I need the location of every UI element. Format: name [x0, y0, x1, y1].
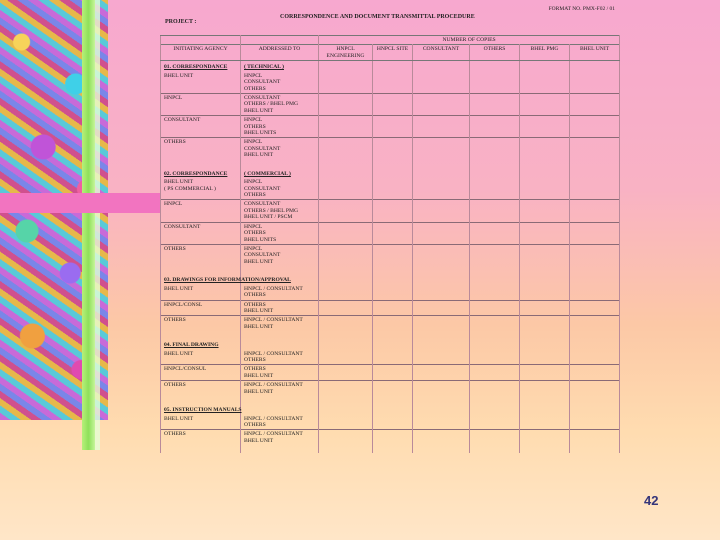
- empty-cell: [520, 339, 570, 349]
- initiating-agency-cell: HNPCL: [161, 93, 241, 115]
- copies-cell: [470, 300, 520, 316]
- initiating-agency-cell: CONSULTANT: [161, 222, 241, 244]
- copies-cell: [470, 285, 520, 300]
- empty-cell: [373, 404, 413, 414]
- empty-cell: [470, 404, 520, 414]
- copies-cell: [470, 178, 520, 200]
- copies-cell: [413, 285, 470, 300]
- initiating-agency-cell: CONSULTANT: [161, 116, 241, 138]
- copies-cell: [413, 381, 470, 396]
- initiating-agency-cell: BHEL UNIT: [161, 285, 241, 300]
- copies-cell: [373, 285, 413, 300]
- addressed-to-cell: OTHERS BHEL UNIT: [241, 300, 319, 316]
- copies-cell: [373, 138, 413, 160]
- copies-cell: [373, 300, 413, 316]
- copies-cell: [520, 381, 570, 396]
- copies-cell: [319, 430, 373, 445]
- copies-cell: [470, 200, 520, 222]
- table-row: [161, 381, 620, 396]
- empty-cell: [319, 404, 373, 414]
- copies-cell: [373, 178, 413, 200]
- section-header-row: [161, 168, 620, 178]
- section-title: 01. CORRESPONDANCE: [161, 61, 241, 72]
- copies-cell: [470, 430, 520, 445]
- copies-cell: [520, 285, 570, 300]
- copies-cell: [319, 116, 373, 138]
- empty-cell: [570, 61, 620, 72]
- copies-cell: [373, 72, 413, 94]
- initiating-agency-cell: HNPCL/CONSL: [161, 300, 241, 316]
- copies-cell: [373, 116, 413, 138]
- copies-cell: [470, 316, 520, 331]
- copies-cell: [570, 178, 620, 200]
- copies-cell: [570, 93, 620, 115]
- spacer-row: [161, 160, 620, 168]
- copies-cell: [470, 244, 520, 266]
- empty-cell: [470, 168, 520, 178]
- copies-cell: [319, 244, 373, 266]
- project-label: PROJECT :: [165, 19, 197, 25]
- copies-cell: [413, 72, 470, 94]
- empty-cell: [373, 168, 413, 178]
- table-row: [161, 350, 620, 365]
- copies-cell: [570, 285, 620, 300]
- copies-cell: [470, 93, 520, 115]
- table-row: [161, 116, 620, 138]
- copies-cell: [319, 381, 373, 396]
- addressed-to-cell: HNPCL CONSULTANT BHEL UNIT: [241, 138, 319, 160]
- empty-cell: [413, 404, 470, 414]
- copies-cell: [520, 430, 570, 445]
- addressed-to-cell: OTHERS BHEL UNIT: [241, 365, 319, 381]
- empty-cell: [570, 274, 620, 284]
- copies-cell: [470, 72, 520, 94]
- copies-cell: [413, 222, 470, 244]
- empty-cell: [373, 61, 413, 72]
- table-row: [161, 138, 620, 160]
- copies-cell: [319, 200, 373, 222]
- empty-cell: [520, 404, 570, 414]
- copies-cell: [520, 415, 570, 430]
- initiating-agency-cell: OTHERS: [161, 138, 241, 160]
- column-header: BHEL UNIT: [570, 45, 620, 61]
- copies-cell: [570, 381, 620, 396]
- empty-cell: [570, 339, 620, 349]
- table-row: [161, 300, 620, 316]
- copies-cell: [373, 200, 413, 222]
- copies-cell: [413, 430, 470, 445]
- copies-cell: [319, 285, 373, 300]
- green-accent-bar: [82, 0, 95, 450]
- copies-cell: [520, 178, 570, 200]
- copies-cell: [470, 381, 520, 396]
- addressed-to-cell: CONSULTANT OTHERS / BHEL PMG BHEL UNIT / PSCM: [241, 200, 319, 222]
- table-row: [161, 430, 620, 445]
- spacer-row: [161, 266, 620, 274]
- copies-cell: [373, 222, 413, 244]
- copies-cell: [373, 381, 413, 396]
- initiating-agency-cell: BHEL UNIT: [161, 72, 241, 94]
- table-row: [161, 365, 620, 381]
- addressed-to-cell: HNPCL / CONSULTANT OTHERS: [241, 415, 319, 430]
- empty-cell: [413, 274, 470, 284]
- copies-cell: [319, 365, 373, 381]
- empty-cell: [470, 61, 520, 72]
- copies-cell: [470, 116, 520, 138]
- copies-cell: [570, 365, 620, 381]
- copies-cell: [413, 93, 470, 115]
- empty-cell: [570, 168, 620, 178]
- copies-cell: [319, 93, 373, 115]
- column-header: HNPCL ENGINEERING: [319, 45, 373, 61]
- copies-cell: [373, 415, 413, 430]
- addressed-to-cell: HNPCL / CONSULTANT BHEL UNIT: [241, 316, 319, 331]
- copies-cell: [520, 300, 570, 316]
- copies-cell: [520, 116, 570, 138]
- table-row: [161, 178, 620, 200]
- copies-cell: [570, 200, 620, 222]
- addressed-to-cell: HNPCL OTHERS BHEL UNITS: [241, 222, 319, 244]
- copies-cell: [570, 72, 620, 94]
- copies-cell: [470, 365, 520, 381]
- addressed-to-cell: HNPCL / CONSULTANT BHEL UNIT: [241, 381, 319, 396]
- copies-cell: [413, 178, 470, 200]
- column-header: CONSULTANT: [413, 45, 470, 61]
- copies-cell: [373, 365, 413, 381]
- addressed-to-cell: HNPCL CONSULTANT OTHERS: [241, 178, 319, 200]
- copies-cell: [319, 300, 373, 316]
- initiating-agency-cell: OTHERS: [161, 244, 241, 266]
- table-row: [161, 200, 620, 222]
- copies-cell: [413, 300, 470, 316]
- copies-cell: [319, 178, 373, 200]
- copies-cell: [413, 200, 470, 222]
- spacer-row: [161, 331, 620, 339]
- table-row: [161, 415, 620, 430]
- empty-cell: [470, 274, 520, 284]
- copies-cell: [520, 365, 570, 381]
- initiating-agency-cell: OTHERS: [161, 316, 241, 331]
- column-header: HNPCL SITE: [373, 45, 413, 61]
- copies-cell: [520, 316, 570, 331]
- copies-cell: [520, 222, 570, 244]
- copies-cell: [520, 138, 570, 160]
- copies-cell: [373, 350, 413, 365]
- table-row: [161, 244, 620, 266]
- copies-header: NUMBER OF COPIES: [319, 36, 620, 45]
- empty-cell: [570, 404, 620, 414]
- section-header-row: [161, 404, 620, 414]
- copies-cell: [413, 316, 470, 331]
- addressed-to-cell: HNPCL / CONSULTANT OTHERS: [241, 285, 319, 300]
- addressed-to-cell: HNPCL OTHERS BHEL UNITS: [241, 116, 319, 138]
- section-title: 02. CORRESPONDANCE: [161, 168, 241, 178]
- document-header: [160, 3, 619, 35]
- addressed-to-cell: HNPCL CONSULTANT OTHERS: [241, 72, 319, 94]
- section-title: 04. FINAL DRAWING: [161, 339, 241, 349]
- copies-cell: [413, 244, 470, 266]
- copies-cell: [373, 316, 413, 331]
- copies-cell: [570, 138, 620, 160]
- copies-cell: [570, 300, 620, 316]
- copies-cell: [520, 350, 570, 365]
- copies-cell: [520, 72, 570, 94]
- copies-cell: [570, 350, 620, 365]
- copies-cell: [319, 415, 373, 430]
- spacer-row: [161, 445, 620, 453]
- copies-cell: [570, 430, 620, 445]
- initiating-agency-cell: OTHERS: [161, 430, 241, 445]
- empty-cell: [413, 339, 470, 349]
- copies-cell: [413, 138, 470, 160]
- copies-cell: [319, 72, 373, 94]
- empty-cell: [319, 339, 373, 349]
- copies-cell: [570, 415, 620, 430]
- copies-cell: [570, 316, 620, 331]
- copies-cell: [319, 316, 373, 331]
- table-row: [161, 285, 620, 300]
- section-title: 03. DRAWINGS FOR INFORMATION/APPROVAL: [161, 274, 241, 284]
- section-header-row: [161, 274, 620, 284]
- section-subtitle: ( TECHNICAL ): [241, 61, 319, 72]
- format-number: FORMAT NO. PMX-F02 / 01: [548, 6, 615, 12]
- empty-cell: [319, 61, 373, 72]
- section-header-row: [161, 61, 620, 72]
- spacer-row: [161, 396, 620, 404]
- green-accent-highlight: [95, 0, 100, 450]
- copies-cell: [319, 222, 373, 244]
- section-subtitle: ( COMMERCIAL ): [241, 168, 319, 178]
- copies-cell: [470, 222, 520, 244]
- empty-cell: [373, 274, 413, 284]
- copies-cell: [570, 244, 620, 266]
- empty-cell: [413, 168, 470, 178]
- table-row: [161, 72, 620, 94]
- initiating-agency-cell: OTHERS: [161, 381, 241, 396]
- document-title: CORRESPONDENCE AND DOCUMENT TRANSMITTAL PROCEDURE: [280, 14, 475, 20]
- column-header: OTHERS: [470, 45, 520, 61]
- addressed-to-cell: CONSULTANT OTHERS / BHEL PMG BHEL UNIT: [241, 93, 319, 115]
- copies-cell: [319, 138, 373, 160]
- empty-cell: [520, 274, 570, 284]
- addressed-to-cell: HNPCL / CONSULTANT BHEL UNIT: [241, 430, 319, 445]
- copies-cell: [520, 93, 570, 115]
- table-row: [161, 93, 620, 115]
- empty-cell: [520, 168, 570, 178]
- copies-cell: [570, 222, 620, 244]
- initiating-agency-cell: HNPCL/CONSUL: [161, 365, 241, 381]
- section-title: 05. INSTRUCTION MANUALS: [161, 404, 241, 414]
- copies-cell: [319, 350, 373, 365]
- copies-cell: [413, 350, 470, 365]
- empty-cell: [470, 339, 520, 349]
- initiating-agency-cell: BHEL UNIT: [161, 350, 241, 365]
- page-number: 42: [644, 493, 659, 508]
- empty-cell: [319, 168, 373, 178]
- table-row: [161, 316, 620, 331]
- section-header-row: [161, 339, 620, 349]
- addressed-to-cell: HNPCL CONSULTANT BHEL UNIT: [241, 244, 319, 266]
- copies-cell: [520, 244, 570, 266]
- copies-cell: [373, 244, 413, 266]
- empty-cell: [520, 61, 570, 72]
- copies-cell: [413, 365, 470, 381]
- column-header: INITIATING AGENCY: [161, 45, 241, 61]
- section-subtitle: [241, 404, 319, 414]
- column-header: ADDRESSED TO: [241, 45, 319, 61]
- copies-cell: [413, 415, 470, 430]
- transmittal-document: [160, 3, 619, 537]
- copies-cell: [373, 430, 413, 445]
- empty-cell: [319, 274, 373, 284]
- column-header: BHEL PMG: [520, 45, 570, 61]
- copies-cell: [373, 93, 413, 115]
- copies-cell: [413, 116, 470, 138]
- copies-cell: [470, 415, 520, 430]
- section-subtitle: [241, 339, 319, 349]
- empty-cell: [413, 61, 470, 72]
- initiating-agency-cell: BHEL UNIT: [161, 415, 241, 430]
- table-row: [161, 222, 620, 244]
- copies-cell: [470, 138, 520, 160]
- initiating-agency-cell: BHEL UNIT ( PS COMMERCIAL ): [161, 178, 241, 200]
- copies-cell: [470, 350, 520, 365]
- transmittal-table: [160, 35, 620, 453]
- initiating-agency-cell: HNPCL: [161, 200, 241, 222]
- copies-cell: [570, 116, 620, 138]
- empty-cell: [373, 339, 413, 349]
- pink-accent-band: [0, 193, 160, 213]
- copies-cell: [520, 200, 570, 222]
- addressed-to-cell: HNPCL / CONSULTANT OTHERS: [241, 350, 319, 365]
